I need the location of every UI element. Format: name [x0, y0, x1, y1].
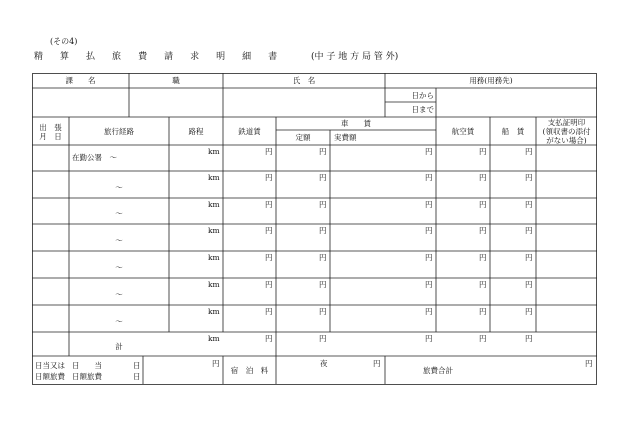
row-kukou-yen: 円 [479, 280, 487, 289]
col-shiharai-shomei: 支払証明印 [547, 118, 586, 127]
row-tetsudo-yen: 円 [265, 200, 273, 209]
row-fune-yen: 円 [525, 307, 533, 316]
row-route: 在勤公署 ～ [72, 153, 117, 162]
form-title-char: 細 [242, 52, 252, 62]
row-tetsudo-yen: 円 [265, 253, 273, 262]
label-hi-made: 日まで [411, 105, 434, 114]
row-teigaku-yen: 円 [319, 280, 327, 289]
col-shiharai-note-1: (領収書の添付 [542, 127, 591, 136]
col-shimei: 氏 名 [292, 76, 316, 85]
col-teigaku: 定額 [295, 133, 311, 142]
col-fune-chin: 船 賃 [501, 127, 525, 136]
footer-nittou-1: 日当又は [35, 361, 65, 370]
row-tetsudo-yen: 円 [265, 307, 273, 316]
row-jippi-yen: 円 [425, 334, 433, 343]
row-teigaku-yen: 円 [319, 226, 327, 235]
footer-shukuhaku-yen: 円 [373, 359, 381, 368]
row-kukou-yen: 円 [479, 173, 487, 182]
row-km-unit: km [208, 307, 220, 316]
col-ka-mei: 課 名 [65, 76, 96, 85]
form-title-scope: (中 子 地 方 局 管 外) [311, 52, 399, 62]
col-shoku: 職 [172, 76, 180, 85]
footer-shukuhaku: 宿 泊 料 [230, 366, 269, 375]
row-km-unit: km [208, 173, 220, 182]
row-jippi-yen: 円 [425, 200, 433, 209]
row-route: ～ [115, 290, 123, 299]
row-fune-yen: 円 [525, 200, 533, 209]
col-kukou-chin: 航空賃 [451, 127, 475, 136]
row-jippi-yen: 円 [425, 253, 433, 262]
row-tetsudo-yen: 円 [265, 280, 273, 289]
footer-ya: 夜 [320, 359, 328, 368]
expense-form-table [32, 73, 597, 385]
row-teigaku-yen: 円 [319, 147, 327, 156]
footer-nittou-3: 日 当 [72, 361, 102, 370]
col-shiharai-note-2: がない場合) [546, 136, 587, 145]
row-km-unit: km [208, 334, 220, 343]
row-fune-yen: 円 [525, 280, 533, 289]
row-route: ～ [115, 263, 123, 272]
row-teigaku-yen: 円 [319, 334, 327, 343]
row-tetsudo-yen: 円 [265, 147, 273, 156]
col-rotei: 路程 [188, 127, 204, 136]
row-tetsudo-yen: 円 [265, 173, 273, 182]
row-kukou-yen: 円 [479, 334, 487, 343]
row-jippi-yen: 円 [425, 280, 433, 289]
row-km-unit: km [208, 253, 220, 262]
row-route: ～ [115, 236, 123, 245]
row-fune-yen: 円 [525, 226, 533, 235]
footer-nichi-1: 日 [133, 361, 141, 370]
form-title-char: 書 [268, 52, 278, 62]
row-jippi-yen: 円 [425, 147, 433, 156]
form-title-char: 費 [138, 52, 148, 62]
row-kukou-yen: 円 [479, 226, 487, 235]
col-jippi-gaku: 実費額 [334, 133, 357, 142]
row-teigaku-yen: 円 [319, 253, 327, 262]
row-jippi-yen: 円 [425, 173, 433, 182]
form-title [34, 49, 398, 62]
row-tetsudo-yen: 円 [265, 226, 273, 235]
col-sha-chin: 車 賃 [341, 119, 371, 128]
row-fune-yen: 円 [525, 334, 533, 343]
form-title-char: 旅 [112, 52, 122, 62]
row-kukou-yen: 円 [479, 253, 487, 262]
row-kukou-yen: 円 [479, 307, 487, 316]
label-hi-kara: 日から [411, 91, 434, 100]
form-title-char: 算 [60, 52, 70, 62]
row-fune-yen: 円 [525, 147, 533, 156]
footer-nittou-4: 日額旅費 [72, 372, 102, 381]
row-jippi-yen: 円 [425, 307, 433, 316]
form-title-char: 明 [216, 52, 226, 62]
row-fune-yen: 円 [525, 173, 533, 182]
row-km-unit: km [208, 147, 220, 156]
footer-nichi-2: 日 [133, 372, 141, 381]
footer-ryohi-goukei: 旅費合計 [423, 366, 453, 375]
col-shucho: 出 張 [39, 123, 62, 132]
row-jippi-yen: 円 [425, 226, 433, 235]
row-route: ～ [115, 183, 123, 192]
row-teigaku-yen: 円 [319, 173, 327, 182]
col-ryokou-keiro: 旅行経路 [104, 127, 134, 136]
row-kukou-yen: 円 [479, 147, 487, 156]
row-route: ～ [115, 317, 123, 326]
row-teigaku-yen: 円 [319, 307, 327, 316]
row-km-unit: km [208, 280, 220, 289]
row-km-unit: km [208, 200, 220, 209]
form-title-char: 求 [190, 52, 200, 62]
row-route: ～ [115, 209, 123, 218]
form-title-char: 請 [164, 52, 174, 62]
col-yomu: 用務(用務先) [469, 76, 513, 85]
form-title-char: 払 [86, 52, 96, 62]
row-tetsudo-yen: 円 [265, 334, 273, 343]
row-fune-yen: 円 [525, 253, 533, 262]
row-route: 計 [115, 342, 123, 351]
footer-nittou-2: 日額旅費 [35, 372, 65, 381]
row-teigaku-yen: 円 [319, 200, 327, 209]
footer-nittou-yen: 円 [212, 359, 220, 368]
col-shucho-date: 月 日 [39, 132, 62, 141]
form-title-chars [34, 49, 294, 62]
form-title-char: 精 [34, 52, 44, 62]
row-kukou-yen: 円 [479, 200, 487, 209]
row-km-unit: km [208, 226, 220, 235]
col-tetsudo-chin: 鉄道賃 [238, 127, 261, 136]
form-subtitle: (その4) [50, 37, 78, 46]
footer-goukei-yen: 円 [585, 359, 593, 368]
